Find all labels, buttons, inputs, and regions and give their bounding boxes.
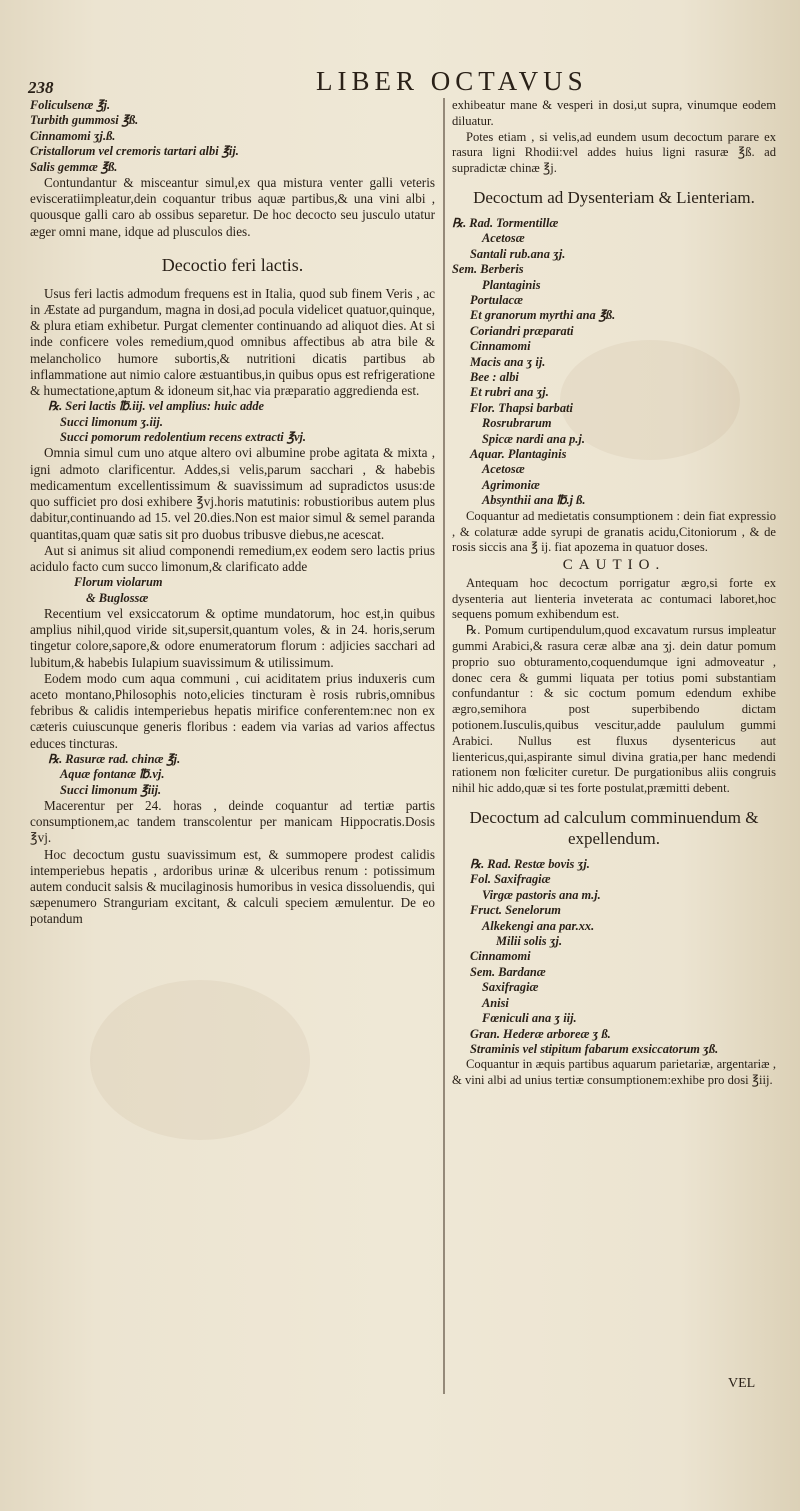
- recipe-line: Rosrubrarum: [482, 416, 552, 431]
- recipe-list: [30, 752, 435, 798]
- recipe-line: Cinnamomi: [470, 339, 531, 354]
- left-column: [30, 98, 435, 928]
- recipe-line: Cristallorum vel cremoris tartari albi ℥ij.: [30, 144, 239, 159]
- running-head: LIBER OCTAVUS: [316, 66, 588, 96]
- recipe-line: Agrimoniæ: [482, 477, 540, 492]
- recipe-line: Bee : albi: [470, 370, 519, 385]
- recipe-line: Succi limonum ʒ.iij.: [60, 414, 163, 429]
- recipe-line: Sem. Bardanæ: [470, 964, 546, 979]
- paragraph: Recentium vel exsiccatorum & optime mundatorum, hoc est,in quibus amplius nihil,quod viride sit,supersit,quantum voles, & in 24. horis,serum tingetur colore,sapore,& odore enumeratorum florum : adjicies sacchari ad lubitum,& habebis Iulapium suavissimum & utilissimum.: [30, 605, 435, 670]
- recipe-line: Fol. Saxifragiæ: [470, 872, 551, 887]
- recipe-line: Virgæ pastoris ana m.j.: [482, 887, 601, 902]
- recipe-line: Flor. Thapsi barbati: [470, 400, 573, 415]
- recipe-line: Acetosæ: [482, 231, 525, 246]
- recipe-line: Cinnamomi ʒj.ß.: [30, 128, 116, 143]
- recipe-line: Acetosæ: [482, 462, 525, 477]
- recipe-line: Florum violarum: [74, 575, 163, 590]
- recipe-list: [30, 575, 435, 606]
- paragraph: Contundantur & misceantur simul,ex qua mistura venter galli veteris evisceratiimpleatur,dein coquantur tribus aquæ partibus,& una vini albi , quousque galli caro ab ossibus separetur. De hoc decocto seu jusculo utatur æger omni mane, idque ad plusculos dies.: [30, 175, 435, 239]
- section-heading: Decoctum ad Dysenteriam & Lienteriam.: [473, 187, 755, 207]
- paragraph: Omnia simul cum uno atque altero ovi albumine probe agitata & mixta , igni admoto clarificentur. Addes,si velis,parum sacchari , & habebis medicamentum excellentissimum & suavissimum ad supradictos usus:de quo sufficiet pro dosi exhibere ℥vj.horis matutinis: robustioribus autem plus dabitur,continuando ad 15. vel 20.dies.Non est maior simul & semel paranda quantitas,quam quæ satis sit pro duobus tribusve diebus,ne acescat.: [30, 445, 435, 542]
- recipe-line: Santali rub.ana ʒj.: [470, 246, 566, 261]
- catchword: VEL: [728, 1376, 756, 1391]
- recipe-line: ℞. Seri lactis ℔.iij. vel amplius: huic adde: [48, 399, 265, 414]
- paragraph: Potes etiam , si velis,ad eundem usum decoctum parare ex rasura ligni Rhodii:vel addes huius ligni rasuræ ℥ß. ad supradictæ chinæ ℥j.: [452, 129, 776, 176]
- recipe-line: Salis gemmæ ℥ß.: [30, 159, 118, 174]
- recipe-line: Gran. Hederæ arboreæ ʒ ß.: [470, 1026, 611, 1041]
- recipe-line: Macis ana ʒ ij.: [470, 354, 546, 369]
- recipe-line: Anisi: [482, 995, 509, 1010]
- recipe-line: Et rubri ana ʒj.: [470, 385, 549, 400]
- paragraph: Coquantur in æquis partibus aquarum parietariæ, argentariæ , & vini albi ad unius tertiæ consumptionem:exhibe pro dosi ℥iij.: [452, 1057, 776, 1088]
- recipe-line: Et granorum myrthi ana ℥ß.: [470, 308, 616, 323]
- recipe-line: Succi limonum ℥iij.: [60, 782, 162, 797]
- recipe-line: Plantaginis: [482, 277, 541, 292]
- recipe-line: Saxifragiæ: [482, 980, 539, 995]
- recipe-line: Aquæ fontanæ ℔.vj.: [60, 767, 165, 782]
- caution-heading: CAUTIO.: [562, 557, 666, 574]
- recipe-line: Spicæ nardi ana p.j.: [482, 431, 585, 446]
- page-number: 238: [28, 78, 54, 97]
- paragraph: Antequam hoc decoctum porrigatur ægro,si forte ex dysenteria aut lienteria inveterata ac contumaci laboret,hoc sequens pomum exhibendum est.: [452, 575, 776, 622]
- paragraph: Macerentur per 24. horas , deinde coquantur ad tertiæ partis consumptionem,ac tandem transcolentur per manicam Hippocratis.Dosis ℥vj.: [30, 797, 435, 846]
- right-column: [452, 98, 776, 1089]
- recipe-line: Succi pomorum redolentium recens extracti ℥vj.: [60, 430, 307, 445]
- recipe-line: Absynthii ana ℔.j ß.: [482, 493, 586, 508]
- paragraph: Eodem modo cum aqua communi , cui aciditatem prius induxeris cum aceto montano,Philosophis noto,elicies tincturam è rosis rubris,omnibus febribus & calidis intemperiebus hepatis mirifice conferentem:nec non ex cæteris cuiuscunque generis floribus : eadem via varias ad varios affectus educes tincturas.: [30, 670, 435, 751]
- recipe-line: Alkekengi ana par.xx.: [482, 918, 595, 933]
- paragraph: ℞. Pomum curtipendulum,quod excavatum rursus impleatur gummi Arabici,& rasura ceræ albæ ana ʒj. dein datur pomum proprio suo obturamento,coquendumque igni admoveatur , donec cera & gummi liquata per totius pomi substantiam confundantur : & sic coctum pomum edendum exhibe ægro,semihora post superbibendo dictam potionem.Iusculis,quibus vescitur,adde paululum gummi Arabici. Nullus est fluxus dysentericus aut lientericus,qui,aspirante simul divina gratia,per hanc medendi rationem non fœliciter curetur. De purgationibus aliis congruis nihil hic addo,quæ si tes forte postulat,præmitti debent.: [452, 623, 776, 796]
- recipe-line: ℞. Rasuræ rad. chinæ ℥j.: [48, 751, 181, 766]
- recipe-line: Sem. Berberis: [452, 262, 524, 277]
- recipe-line: ℞. Rad. Restæ bovis ʒj.: [470, 857, 590, 872]
- recipe-line: & Buglossæ: [86, 590, 149, 605]
- recipe-line: Fœniculi ana ʒ iij.: [482, 1011, 577, 1026]
- recipe-line: Milii solis ʒj.: [496, 934, 563, 949]
- recipe-line: Aquar. Plantaginis: [470, 447, 567, 462]
- recipe-line: Turbith gummosi ℥ß.: [30, 113, 139, 128]
- recipe-line: Coriandri præparati: [470, 323, 574, 338]
- paragraph: Hoc decoctum gustu suavissimum est, & summopere prodest calidis intemperiebus hepatis , ardoribus urinæ & ulceribus renum : potissimum autem conducit salsis & mucilaginosis humoribus in vesica dissoluendis, qui sæpenumero Stranguriam excitant, & calculi speciem æmulentur. De eo potandum: [30, 846, 435, 927]
- recipe-line: Fruct. Senelorum: [470, 903, 561, 918]
- section-heading: Decoctum ad calculum comminuendum & expellendum.: [469, 808, 759, 849]
- paragraph: exhibeatur mane & vesperi in dosi,ut supra, vinumque eodem diluatur.: [452, 98, 776, 128]
- paragraph: Usus feri lactis admodum frequens est in Italia, quod sub finem Veris , ac in Æstate ad purgandum, magna in dosi,ad pocula videlicet quatuor,quinque, & plura etiam exhibetur. Purgat clementer continuando ad aliquot dies. At si inde conficere voles remedium,quod omnibus affectibus ab atra bile & melancholico humore subortis,& nutritioni dicatis partibus ab inflammatione aut nimio calore æstuantibus,in quibus opus est refrigeratione & humectatione,aptum & idoneum sit,hac via præparatio aggredienda est.: [30, 285, 435, 399]
- paragraph: Aut si animus sit aliud componendi remedium,ex eodem sero lactis prius acidulo facto cum succo limonum,& clarificato adde: [30, 542, 435, 574]
- recipe-list: [452, 216, 776, 509]
- paper-stain: [90, 980, 310, 1140]
- recipe-line: Cinnamomi: [470, 949, 531, 964]
- recipe-line: ℞. Rad. Tormentillæ: [452, 215, 559, 230]
- recipe-list: [30, 98, 435, 175]
- recipe-line: Straminis vel stipitum fabarum exsiccatorum ʒß.: [470, 1041, 719, 1056]
- recipe-line: Foliculsenæ ℥j.: [30, 98, 111, 112]
- paragraph: Coquantur ad medietatis consumptionem : dein fiat expressio , & colaturæ adde syrupi de granatis acidu,Citoniorum , & de rosis siccis ana ℥ ij. fiat apozema in quatuor doses.: [452, 508, 776, 555]
- column-rule: [443, 98, 445, 1394]
- recipe-line: Portulacæ: [470, 293, 524, 308]
- recipe-list: [452, 857, 776, 1057]
- section-heading: Decoctio feri lactis.: [161, 254, 304, 275]
- recipe-list: [30, 399, 435, 445]
